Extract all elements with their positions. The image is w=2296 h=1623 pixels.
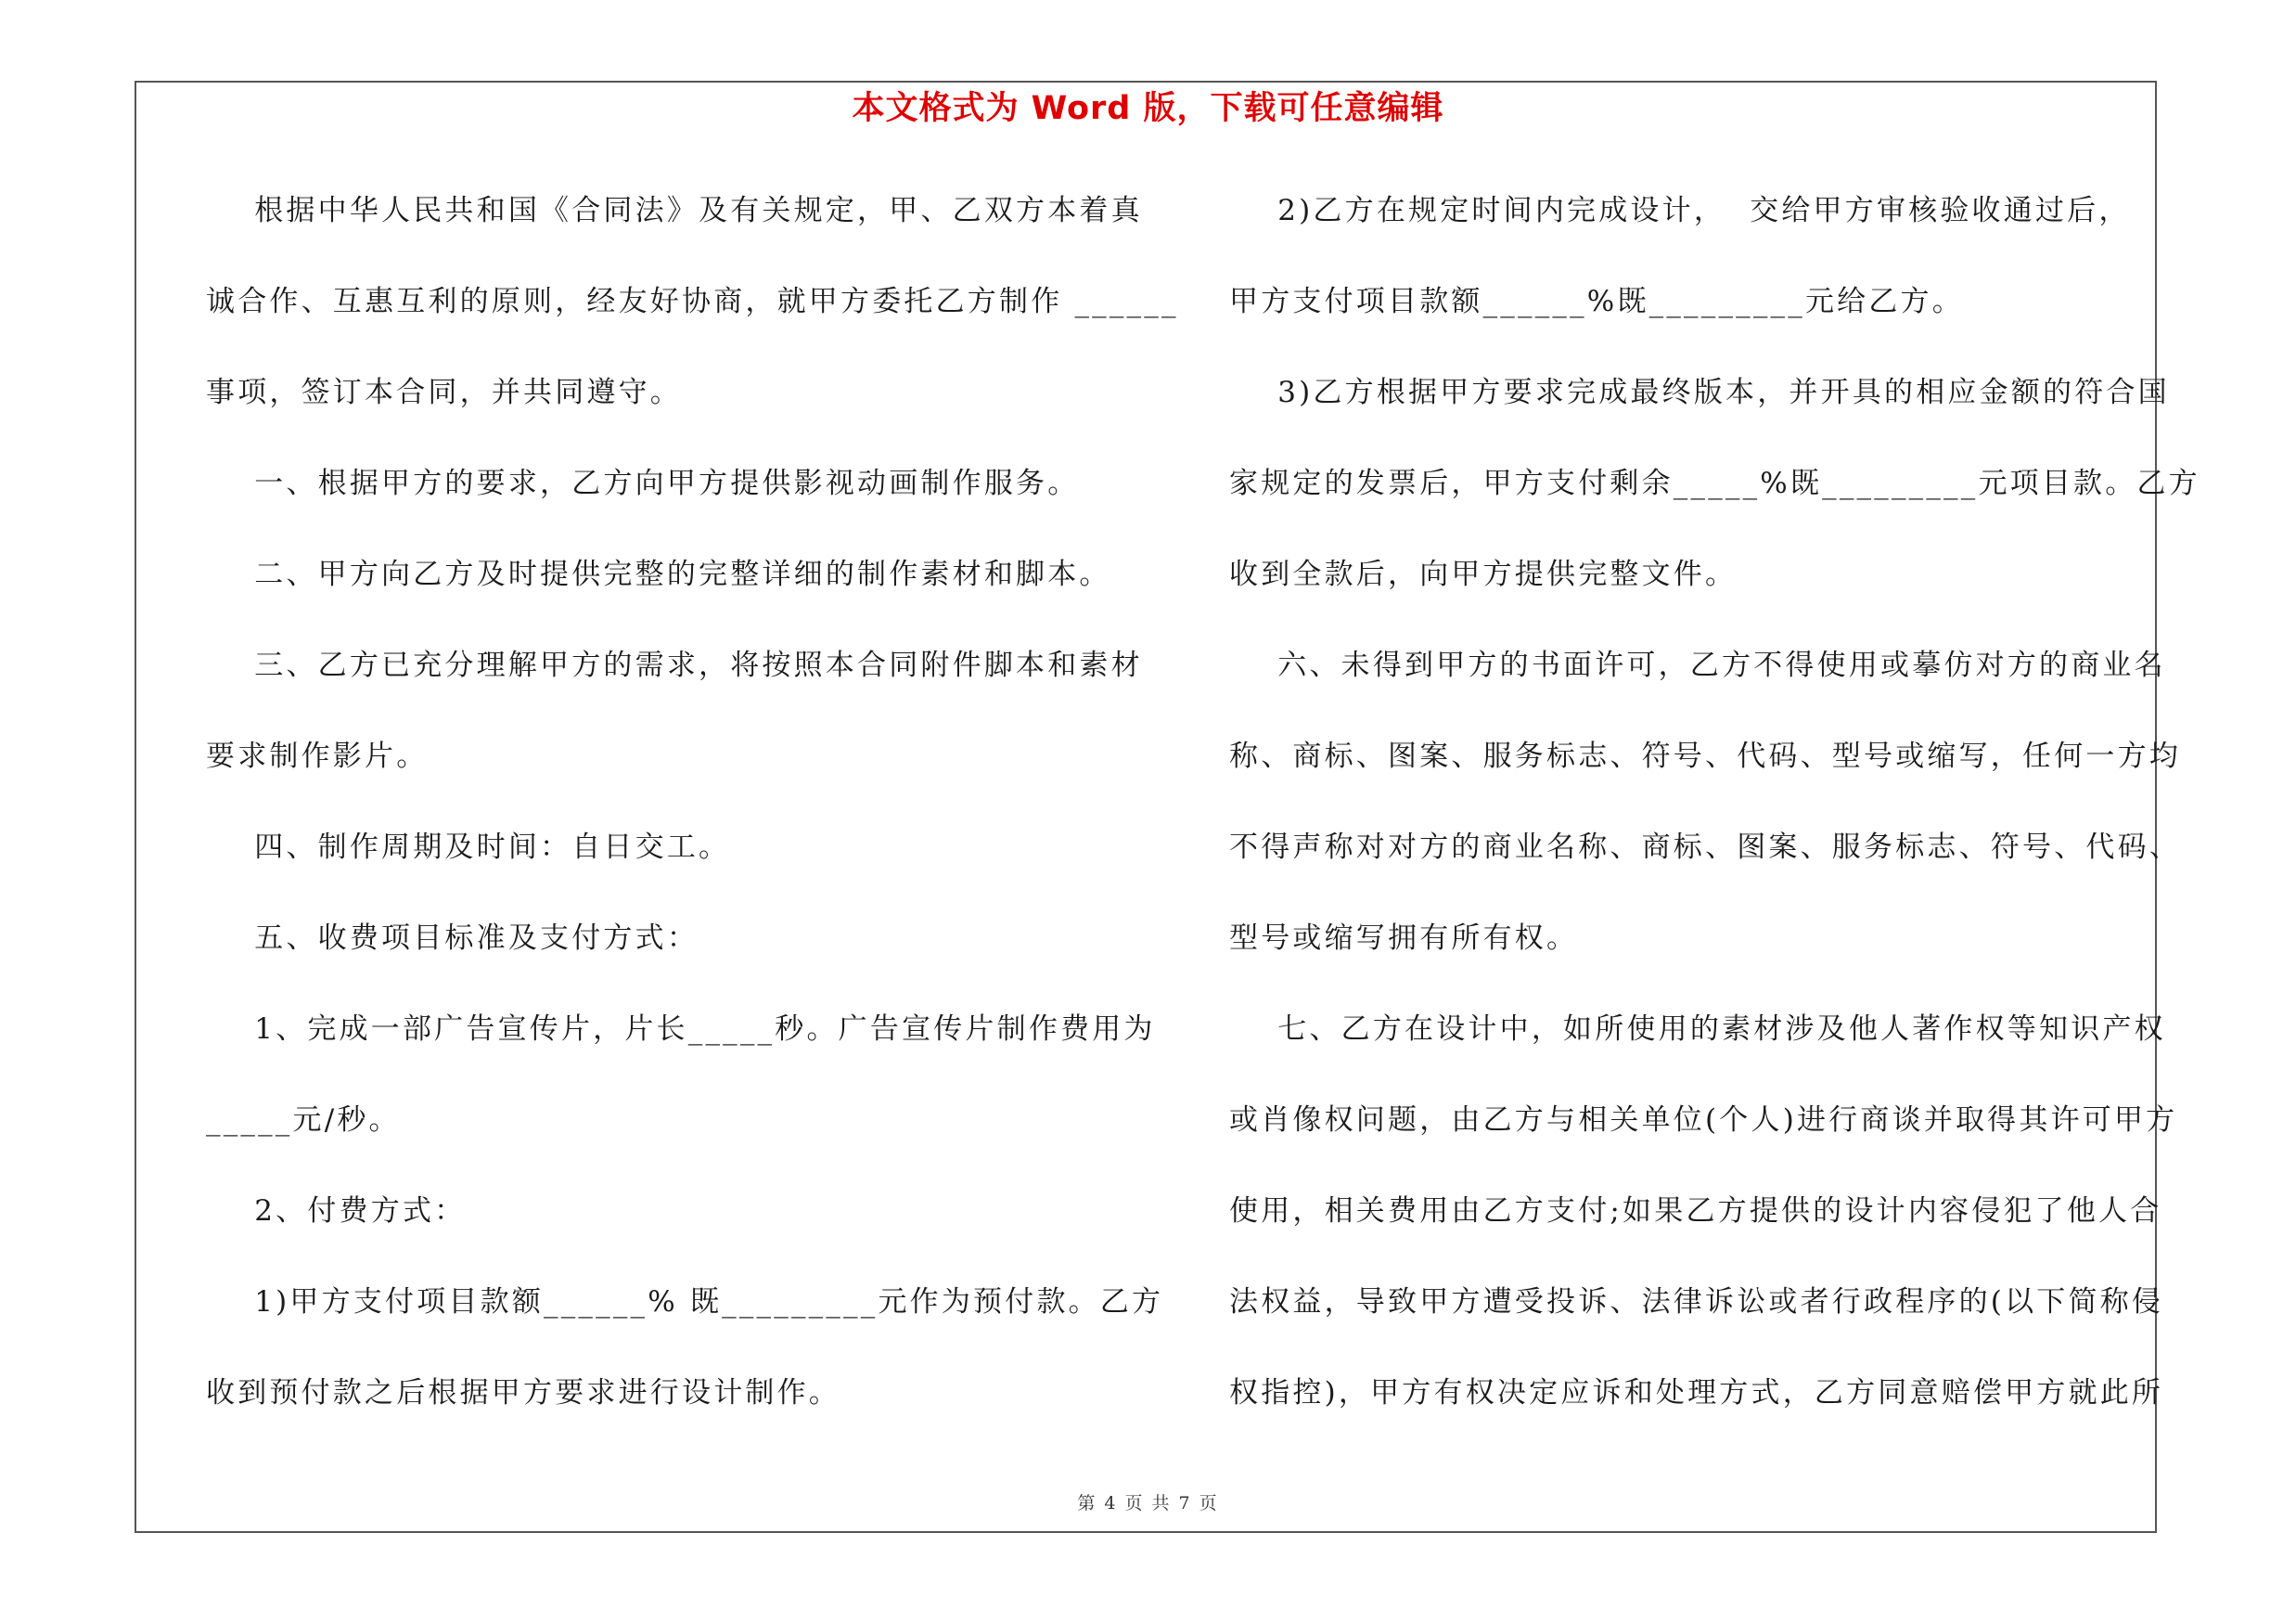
text-line: 权指控)，甲方有权决定应诉和处理方式，乙方同意赔偿甲方就此所 xyxy=(1229,1376,2164,1410)
text-line: 或肖像权问题，由乙方与相关单位(个人)进行商谈并取得其许可甲方 xyxy=(1229,1103,2178,1137)
text-line: 二、甲方向乙方及时提供完整的完整详细的制作素材和脚本。 xyxy=(206,558,1111,591)
text-line: 1、完成一部广告宣传片，片长_____秒。广告宣传片制作费用为 xyxy=(206,1012,1156,1046)
text-line: 七、乙方在设计中，如所使用的素材涉及他人著作权等知识产权 xyxy=(1229,1012,2166,1046)
text-line: _____元/秒。 xyxy=(206,1103,401,1137)
text-line: 3)乙方根据甲方要求完成最终版本，并开具的相应金额的符合国 xyxy=(1229,376,2170,409)
text-line: 法权益，导致甲方遭受投诉、法律诉讼或者行政程序的(以下简称侵 xyxy=(1229,1285,2164,1319)
text-line: 1)甲方支付项目款额______% 既_________元作为预付款。乙方 xyxy=(206,1285,1164,1319)
text-line: 称、商标、图案、服务标志、符号、代码、型号或缩写，任何一方均 xyxy=(1229,740,2181,773)
text-line: 2、付费方式： xyxy=(206,1194,467,1228)
text-line: 一、根据甲方的要求，乙方向甲方提供影视动画制作服务。 xyxy=(206,467,1080,500)
page-number-footer: 第 4 页 共 7 页 xyxy=(1077,1493,1219,1514)
text-line: 型号或缩写拥有所有权。 xyxy=(1229,921,1579,955)
text-line: 使用，相关费用由乙方支付;如果乙方提供的设计内容侵犯了他人合 xyxy=(1229,1194,2162,1228)
text-line: 收到全款后，向甲方提供完整文件。 xyxy=(1229,558,1738,591)
text-line: 根据中华人民共和国《合同法》及有关规定，甲、乙双方本着真 xyxy=(206,194,1143,227)
text-line: 诚合作、互惠互利的原则，经友好协商，就甲方委托乙方制作 ______ xyxy=(206,285,1179,318)
text-line: 家规定的发票后，甲方支付剩余_____%既_________元项目款。乙方 xyxy=(1229,467,2200,500)
text-line: 三、乙方已充分理解甲方的需求，将按照本合同附件脚本和素材 xyxy=(206,649,1143,682)
text-line: 要求制作影片。 xyxy=(206,740,429,773)
text-line: 收到预付款之后根据甲方要求进行设计制作。 xyxy=(206,1376,840,1410)
text-line: 五、收费项目标准及支付方式： xyxy=(206,921,699,955)
right-text-column xyxy=(1229,182,2200,1455)
word-format-banner: 本文格式为 Word 版，下载可任意编辑 xyxy=(852,90,1444,127)
text-line: 甲方支付项目款额______%既_________元给乙方。 xyxy=(1229,285,1964,318)
text-line: 不得声称对对方的商业名称、商标、图案、服务标志、符号、代码、 xyxy=(1229,831,2181,864)
text-line: 2)乙方在规定时间内完成设计， 交给甲方审核验收通过后， xyxy=(1229,194,2131,227)
text-line: 六、未得到甲方的书面许可，乙方不得使用或摹仿对方的商业名 xyxy=(1229,649,2166,682)
text-line: 事项，签订本合同，并共同遵守。 xyxy=(206,376,682,409)
text-line: 四、制作周期及时间：自日交工。 xyxy=(206,831,731,864)
left-text-column xyxy=(206,182,1179,1455)
